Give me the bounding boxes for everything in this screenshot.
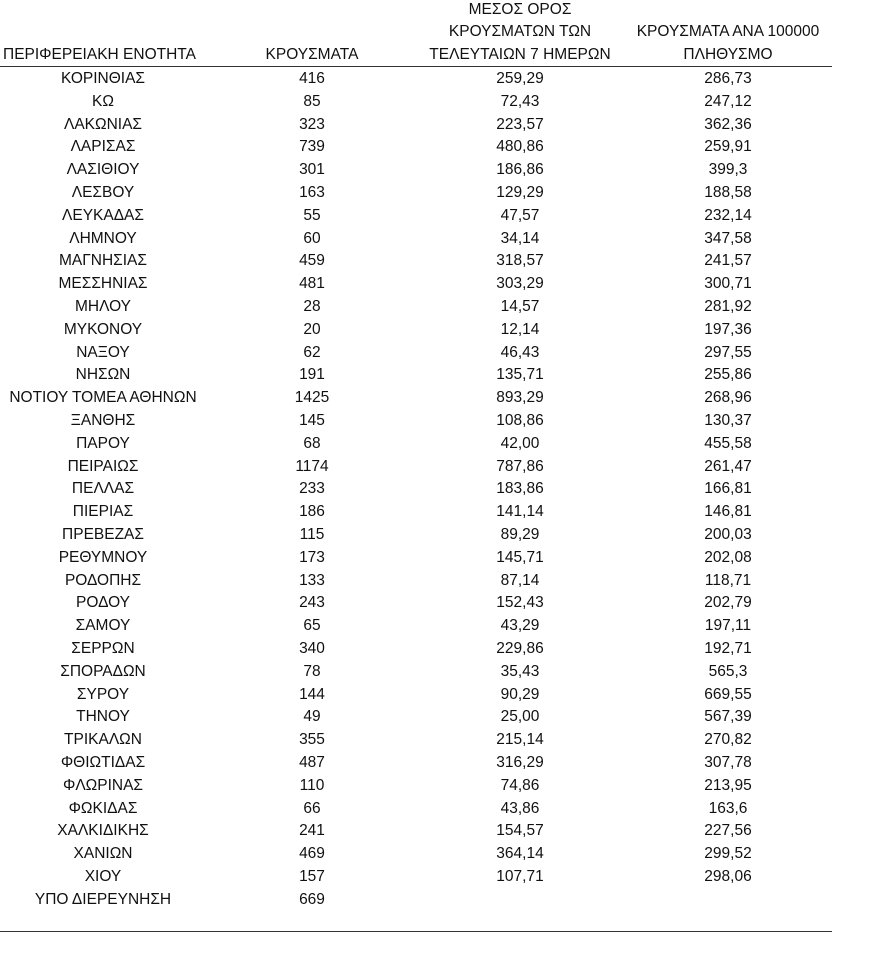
table-row: [0, 205, 834, 228]
table-row: [0, 273, 834, 296]
cell-avg-7-days: 303,29: [496, 275, 544, 293]
cell-cases: 28: [303, 297, 321, 315]
cell-avg-7-days: 87,14: [500, 571, 540, 589]
cell-region: ΚΟΡΙΝΘΙΑΣ: [60, 70, 146, 87]
header-cases: ΚΡΟΥΣΜΑΤΑ: [265, 45, 359, 63]
cell-cases: 145: [299, 411, 325, 429]
cell-cases-per-100k: 213,95: [704, 776, 752, 794]
cell-region: ΜΥΚΟΝΟΥ: [63, 320, 143, 338]
cell-cases-per-100k: 399,3: [708, 161, 748, 179]
cell-region: ΦΛΩΡΙΝΑΣ: [62, 776, 144, 794]
table-row: [0, 661, 834, 684]
table-row: [0, 524, 834, 547]
cell-cases-per-100k: 268,96: [704, 389, 752, 407]
cell-cases: 469: [299, 845, 325, 863]
cell-avg-7-days: 787,86: [496, 457, 544, 475]
cell-avg-7-days: 480,86: [496, 138, 544, 156]
table-row: [0, 706, 834, 729]
cell-region: ΦΘΙΩΤΙΔΑΣ: [60, 753, 146, 771]
cell-cases-per-100k: 565,3: [708, 662, 748, 680]
table-row: [0, 889, 834, 912]
table-row: [0, 228, 834, 251]
table-row: [0, 478, 834, 501]
cell-avg-7-days: 154,57: [496, 822, 544, 840]
cell-cases-per-100k: 227,56: [704, 822, 752, 840]
cell-cases-per-100k: 192,71: [704, 639, 752, 657]
cell-region: ΛΑΚΩΝΙΑΣ: [63, 115, 143, 133]
cell-cases: 68: [303, 434, 321, 452]
table-row: [0, 136, 834, 159]
table-row: [0, 319, 834, 342]
cell-region: ΝΗΣΩΝ: [75, 366, 131, 384]
table-row: [0, 684, 834, 707]
cell-avg-7-days: 72,43: [500, 92, 540, 110]
cell-avg-7-days: 141,14: [496, 503, 544, 521]
cell-avg-7-days: 107,71: [496, 867, 544, 885]
cell-avg-7-days: 89,29: [500, 525, 540, 543]
table-row: [0, 182, 834, 205]
cell-cases: 340: [299, 639, 325, 657]
cell-region: ΝΑΞΟΥ: [76, 343, 130, 361]
table-row: [0, 410, 834, 433]
cell-cases: 301: [299, 161, 325, 179]
cell-avg-7-days: 364,14: [496, 845, 544, 863]
cell-cases-per-100k: 299,52: [704, 845, 752, 863]
cell-cases-per-100k: 261,47: [704, 457, 752, 475]
table-row: [0, 729, 834, 752]
cell-cases-per-100k: 300,71: [704, 275, 752, 293]
table-row: [0, 638, 834, 661]
table-row: [0, 91, 834, 114]
cell-cases-per-100k: 118,71: [704, 571, 752, 589]
table-row: [0, 775, 834, 798]
table-row: [0, 159, 834, 182]
cell-region: ΦΩΚΙΔΑΣ: [68, 799, 138, 817]
cell-cases-per-100k: 163,6: [708, 799, 748, 817]
cell-cases: 66: [303, 799, 321, 817]
cell-avg-7-days: 145,71: [496, 548, 544, 566]
cell-cases-per-100k: 307,78: [704, 753, 752, 771]
cell-cases: 62: [303, 343, 321, 361]
cell-avg-7-days: 316,29: [496, 753, 544, 771]
cell-cases: 65: [303, 617, 321, 635]
cell-cases-per-100k: 259,91: [704, 138, 752, 156]
table-row: [0, 752, 834, 775]
cell-avg-7-days: 42,00: [500, 434, 540, 452]
cell-cases-per-100k: 281,92: [704, 297, 752, 315]
cell-avg-7-days: 108,86: [496, 411, 544, 429]
cell-region: ΛΕΣΒΟΥ: [71, 183, 135, 201]
cell-cases-per-100k: 362,36: [704, 115, 752, 133]
table-row: [0, 843, 834, 866]
cell-cases: 243: [299, 594, 325, 612]
cell-cases-per-100k: 669,55: [704, 685, 752, 703]
table-row: [0, 592, 834, 615]
cell-cases: 115: [299, 525, 325, 543]
cell-cases-per-100k: 166,81: [704, 480, 752, 498]
cell-cases-per-100k: 247,12: [704, 92, 752, 110]
table-row: [0, 820, 834, 843]
cell-avg-7-days: 34,14: [500, 229, 540, 247]
table-row: [0, 364, 834, 387]
table-row: [0, 296, 834, 319]
cell-cases: 173: [299, 548, 325, 566]
cell-region: ΣΕΡΡΩΝ: [71, 639, 135, 657]
cell-avg-7-days: 229,86: [496, 639, 544, 657]
cell-cases-per-100k: 197,36: [704, 320, 752, 338]
cell-cases-per-100k: 232,14: [704, 206, 752, 224]
cell-region: ΞΑΝΘΗΣ: [70, 411, 136, 429]
table-row: [0, 114, 834, 137]
cell-cases: 133: [299, 571, 325, 589]
cell-avg-7-days: 74,86: [500, 776, 540, 794]
cell-cases-per-100k: 200,03: [704, 525, 752, 543]
table-row: [0, 456, 834, 479]
table-row: [0, 547, 834, 570]
cell-cases-per-100k: 567,39: [704, 708, 752, 726]
cell-cases: 481: [299, 275, 325, 293]
cell-avg-7-days: 223,57: [496, 115, 544, 133]
table-row: [0, 68, 834, 91]
cell-avg-7-days: 215,14: [496, 731, 544, 749]
cell-avg-7-days: 183,86: [496, 480, 544, 498]
cell-cases: 323: [299, 115, 325, 133]
cell-cases: 1425: [294, 389, 330, 407]
cell-cases-per-100k: 297,55: [704, 343, 752, 361]
cell-avg-7-days: 129,29: [496, 183, 544, 201]
cell-region: ΣΠΟΡΑΔΩΝ: [60, 662, 146, 680]
header-region: ΠΕΡΙΦΕΡΕΙΑΚΗ ΕΝΟΤΗΤΑ: [3, 45, 196, 63]
cell-avg-7-days: 43,86: [500, 799, 540, 817]
cell-region: ΚΩ: [92, 92, 114, 110]
cell-cases: 191: [299, 366, 325, 384]
table-row: [0, 250, 834, 273]
cell-avg-7-days: 893,29: [496, 389, 544, 407]
table-row: [0, 387, 834, 410]
cell-cases-per-100k: 202,79: [704, 594, 752, 612]
cell-region: ΡΕΘΥΜΝΟΥ: [58, 548, 148, 566]
cell-region: ΠΕΙΡΑΙΩΣ: [67, 457, 139, 475]
cell-region: ΛΑΡΙΣΑΣ: [70, 138, 136, 156]
cell-cases-per-100k: 241,57: [704, 252, 752, 270]
table-row: [0, 570, 834, 593]
cell-cases: 163: [299, 183, 325, 201]
header-avg-7-days: ΜΕΣΟΣ ΟΡΟΣ ΚΡΟΥΣΜΑΤΩΝ ΤΩΝ ΤΕΛΕΥΤΑΙΩΝ 7 ΗΜΕΡΩΝ: [429, 0, 611, 63]
cell-avg-7-days: 12,14: [500, 320, 540, 338]
cell-region: ΛΗΜΝΟΥ: [69, 229, 137, 247]
cell-region: ΧΑΛΚΙΔΙΚΗΣ: [57, 822, 149, 840]
cell-cases: 459: [299, 252, 325, 270]
cell-cases: 233: [299, 480, 325, 498]
cell-cases-per-100k: 188,58: [704, 183, 752, 201]
cell-avg-7-days: 135,71: [496, 366, 544, 384]
cell-cases-per-100k: 202,08: [704, 548, 752, 566]
cell-region: ΛΕΥΚΑΔΑΣ: [62, 206, 144, 224]
cell-region: ΧΑΝΙΩΝ: [73, 845, 133, 863]
cell-cases: 144: [299, 685, 325, 703]
header-divider: [0, 66, 832, 67]
table-row: [0, 433, 834, 456]
cell-region: ΣΑΜΟΥ: [75, 617, 131, 635]
cell-avg-7-days: 35,43: [500, 662, 540, 680]
table-row: [0, 501, 834, 524]
cell-cases: 60: [303, 229, 321, 247]
cell-cases-per-100k: 298,06: [704, 867, 752, 885]
cell-cases: 487: [299, 753, 325, 771]
cell-cases-per-100k: 270,82: [704, 731, 752, 749]
cell-region: ΤΗΝΟΥ: [76, 708, 130, 726]
footer-divider: [0, 931, 832, 932]
cell-region: ΠΡΕΒΕΖΑΣ: [62, 525, 144, 543]
cell-avg-7-days: 47,57: [500, 206, 540, 224]
cell-cases: 85: [303, 92, 321, 110]
table-header: [0, 0, 834, 66]
cell-region: ΠΙΕΡΙΑΣ: [72, 503, 134, 521]
cell-cases: 739: [299, 138, 325, 156]
cell-region: ΣΥΡΟΥ: [76, 685, 130, 703]
cell-region: ΛΑΣΙΘΙΟΥ: [66, 161, 140, 179]
table-row: [0, 866, 834, 889]
cell-cases: 49: [303, 708, 321, 726]
header-cases-per-100k: ΚΡΟΥΣΜΑΤΑ ΑΝΑ 100000 ΠΛΗΘΥΣΜΟ: [636, 23, 820, 63]
cell-region: ΜΗΛΟΥ: [74, 297, 132, 315]
cell-cases: 78: [303, 662, 321, 680]
cell-avg-7-days: 259,29: [496, 70, 544, 87]
cell-region: ΜΕΣΣΗΝΙΑΣ: [58, 275, 148, 293]
cell-avg-7-days: 152,43: [496, 594, 544, 612]
cell-region: ΠΕΛΛΑΣ: [71, 480, 135, 498]
cell-cases-per-100k: 197,11: [704, 617, 752, 635]
cell-region: ΧΙΟΥ: [84, 867, 122, 885]
cell-cases: 241: [299, 822, 325, 840]
table-row: [0, 342, 834, 365]
cell-cases-per-100k: 286,73: [704, 70, 752, 87]
cell-avg-7-days: 14,57: [500, 297, 540, 315]
cell-cases: 1174: [295, 457, 329, 475]
table-body: [0, 68, 834, 911]
cell-avg-7-days: 25,00: [500, 708, 540, 726]
cell-cases: 669: [299, 890, 325, 908]
cell-avg-7-days: 90,29: [500, 685, 540, 703]
table-row: [0, 615, 834, 638]
cell-avg-7-days: 318,57: [496, 252, 544, 270]
cell-region: ΠΑΡΟΥ: [76, 434, 130, 452]
cell-cases: 416: [299, 70, 325, 87]
table-row: [0, 798, 834, 821]
cell-region: ΥΠΟ ΔΙΕΡΕΥΝΗΣΗ: [34, 890, 172, 908]
cell-region: ΜΑΓΝΗΣΙΑΣ: [59, 252, 147, 270]
cell-cases: 20: [303, 320, 321, 338]
cell-cases: 186: [299, 503, 325, 521]
cell-region: ΡΟΔΟΠΗΣ: [64, 571, 142, 589]
cell-region: ΤΡΙΚΑΛΩΝ: [64, 731, 142, 749]
cell-cases: 55: [303, 206, 321, 224]
cell-cases-per-100k: 255,86: [704, 366, 752, 384]
cell-cases-per-100k: 130,37: [704, 411, 752, 429]
cell-cases: 110: [299, 776, 325, 794]
cell-avg-7-days: 43,29: [500, 617, 540, 635]
cell-avg-7-days: 46,43: [500, 343, 540, 361]
cell-cases-per-100k: 455,58: [704, 434, 752, 452]
cell-cases-per-100k: 146,81: [704, 503, 752, 521]
cell-region: ΡΟΔΟΥ: [76, 594, 130, 612]
cell-region: ΝΟΤΙΟΥ ΤΟΜΕΑ ΑΘΗΝΩΝ: [9, 389, 197, 407]
cell-avg-7-days: 186,86: [496, 161, 544, 179]
cell-cases: 157: [299, 867, 325, 885]
cell-cases: 355: [299, 731, 325, 749]
cell-cases-per-100k: 347,58: [704, 229, 752, 247]
